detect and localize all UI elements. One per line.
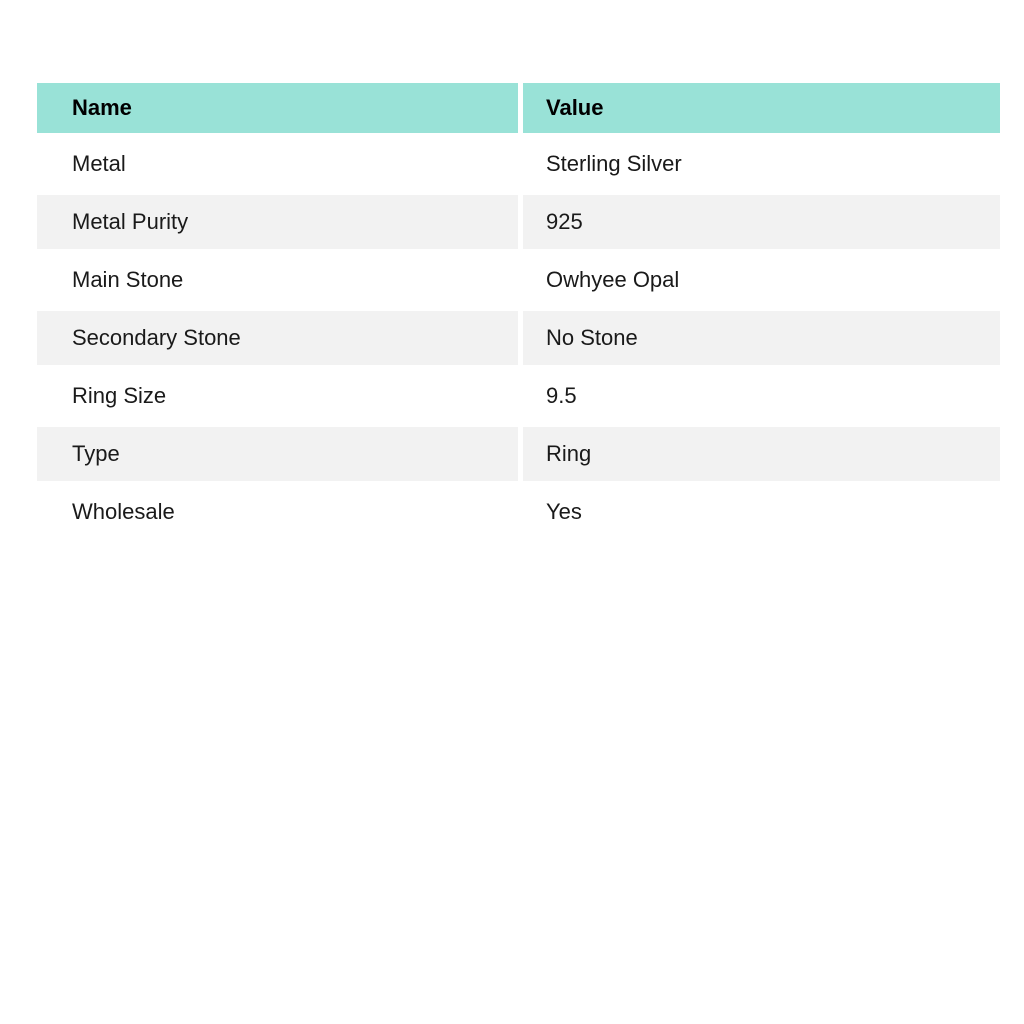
spec-name-cell: Main Stone [37, 249, 518, 307]
spec-value-cell: Owhyee Opal [518, 249, 1000, 307]
column-header-value: Value [518, 83, 1000, 133]
spec-name-cell: Wholesale [37, 481, 518, 539]
table-row [37, 481, 1000, 539]
spec-name-cell: Metal [37, 133, 518, 191]
spec-name-cell: Type [37, 423, 518, 481]
table-row [37, 191, 1000, 249]
spec-value-cell: Ring [518, 423, 1000, 481]
table-header-row [37, 83, 1000, 133]
table-row [37, 365, 1000, 423]
spec-value-cell: No Stone [518, 307, 1000, 365]
table-row [37, 307, 1000, 365]
table-row [37, 423, 1000, 481]
table-body [37, 133, 1000, 539]
spec-name-cell: Ring Size [37, 365, 518, 423]
spec-value-cell: Yes [518, 481, 1000, 539]
spec-name-cell: Metal Purity [37, 191, 518, 249]
spec-value-cell: 925 [518, 191, 1000, 249]
product-spec-table [37, 83, 1000, 539]
table-row [37, 249, 1000, 307]
column-header-name: Name [37, 83, 518, 133]
spec-name-cell: Secondary Stone [37, 307, 518, 365]
spec-value-cell: Sterling Silver [518, 133, 1000, 191]
spec-value-cell: 9.5 [518, 365, 1000, 423]
table-row [37, 133, 1000, 191]
